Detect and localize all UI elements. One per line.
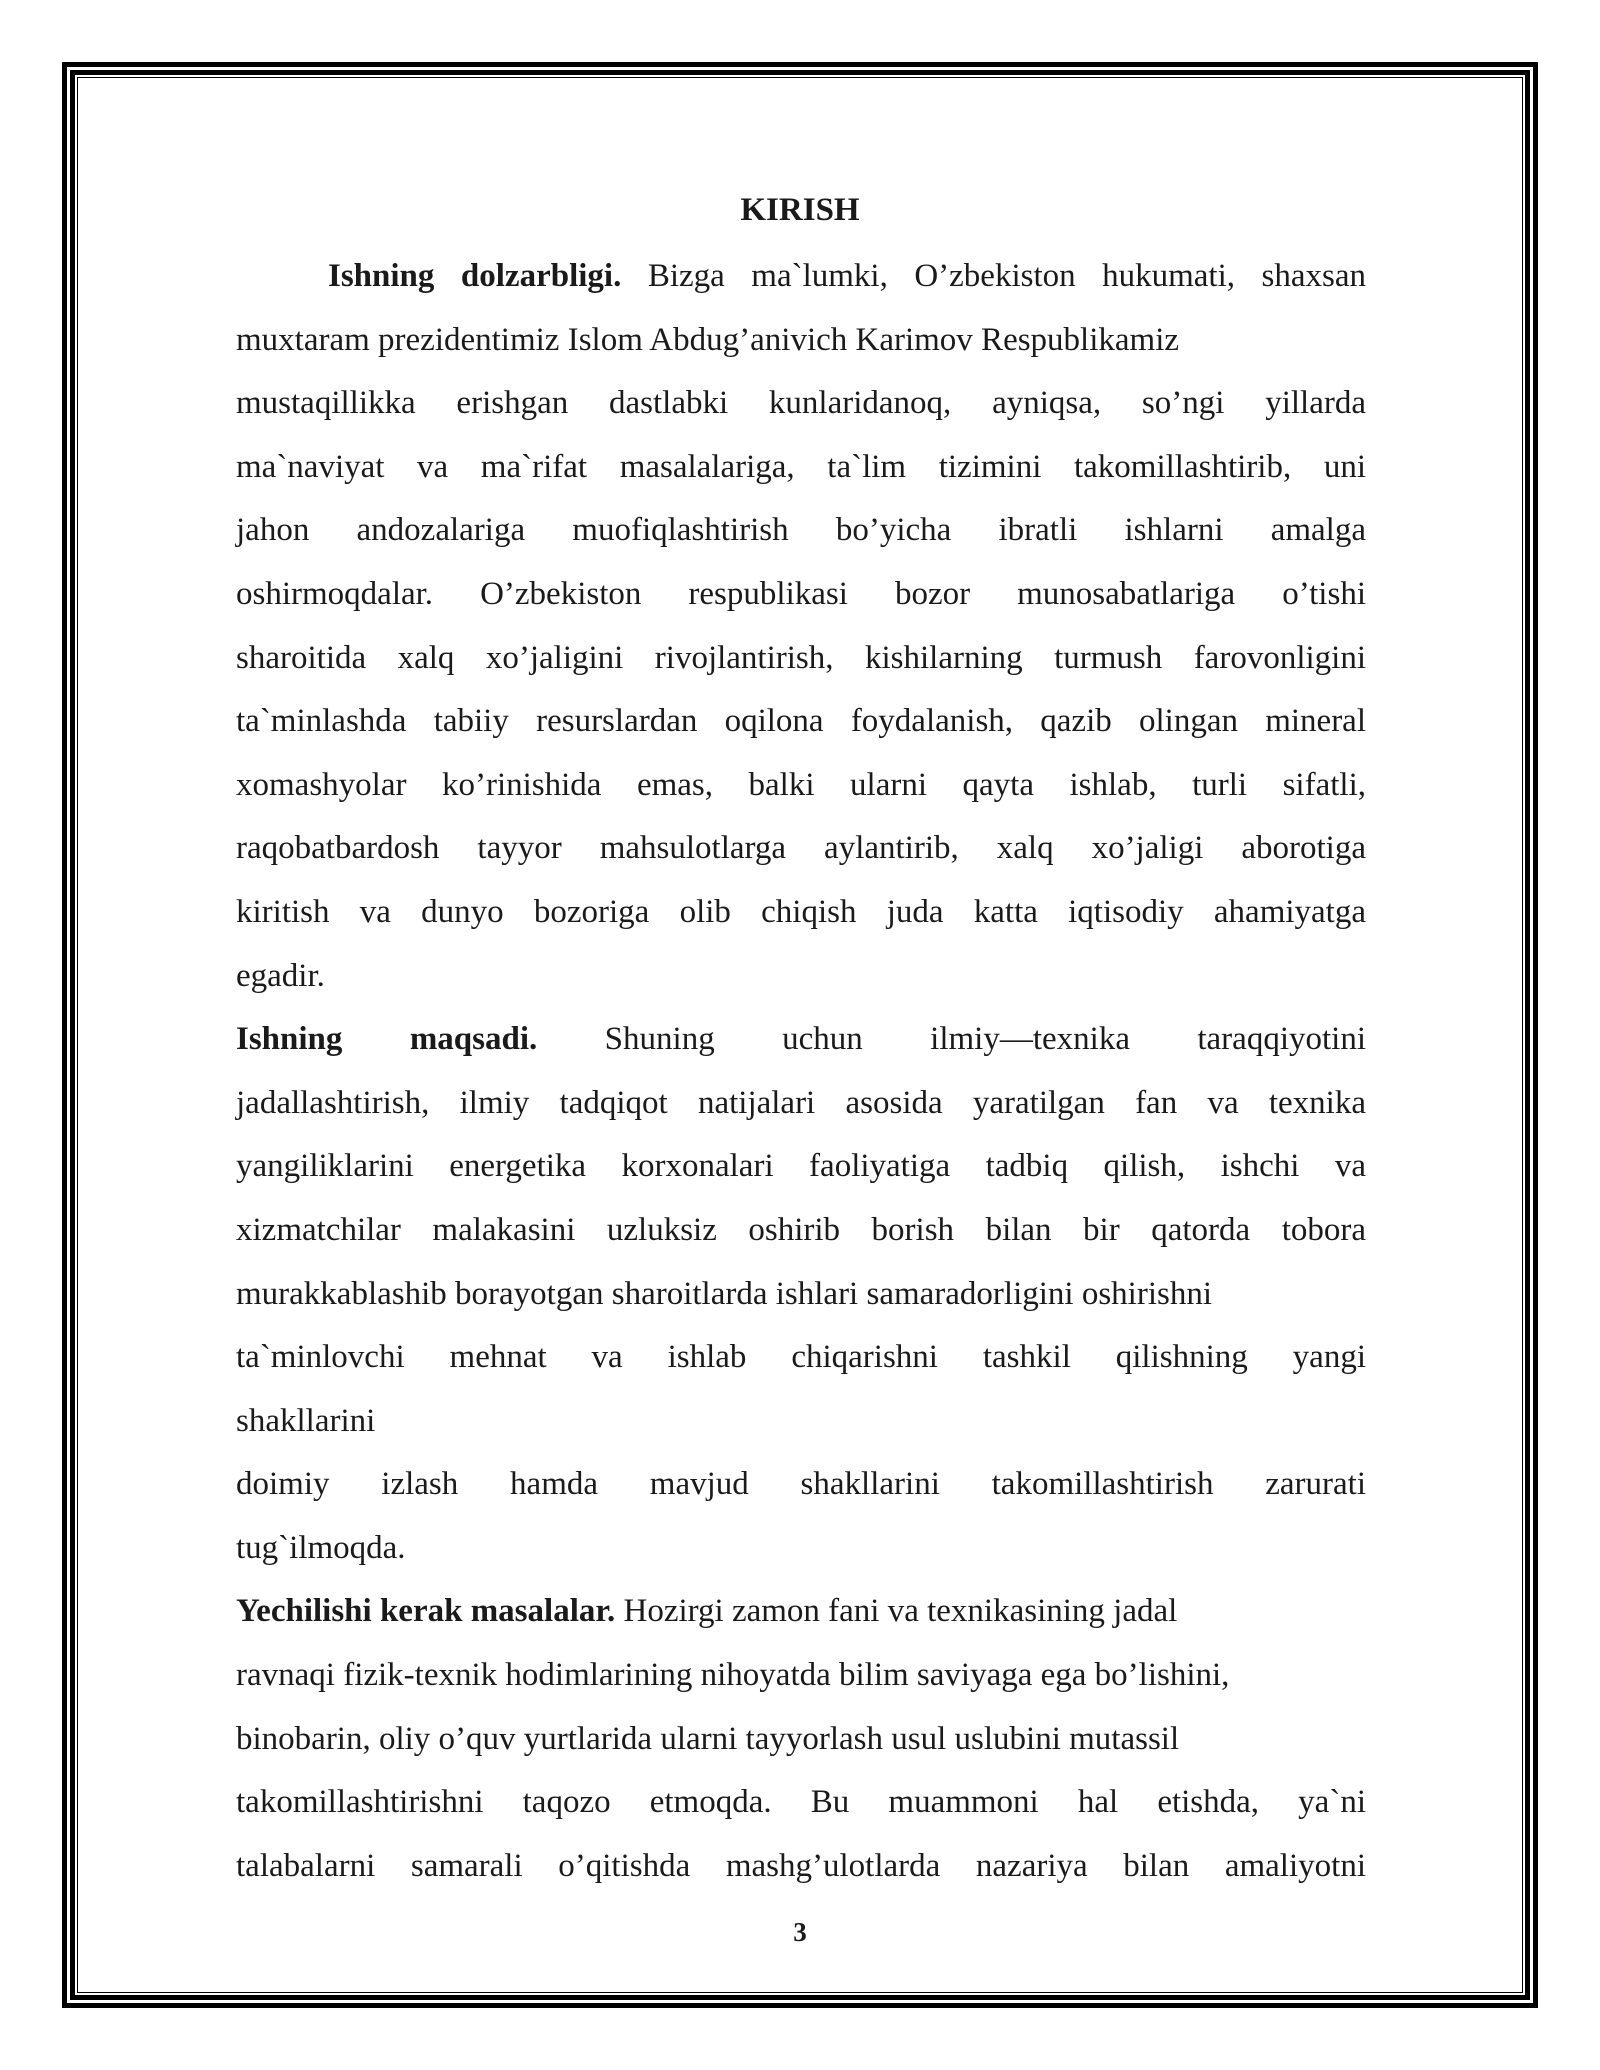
- paragraph-line: oshirmoqdalar. O’zbekiston respublikasi bozor munosabatlariga o’tishi: [236, 575, 1366, 612]
- paragraph-line: murakkablashib borayotgan sharoitlarda ishlari samaradorligini oshirishni: [236, 1275, 1213, 1312]
- page-title: KIRISH: [740, 192, 860, 228]
- paragraph-line: takomillashtirishni taqozo etmoqda. Bu muammoni hal etishda, ya`ni: [236, 1784, 1366, 1821]
- paragraph-line: ravnaqi fizik-texnik hodimlarining nihoyatda bilim saviyaga ega bo’lishini,: [236, 1657, 1230, 1694]
- paragraph-line: shakllarini: [236, 1402, 376, 1439]
- line-text: Bizga ma`lumki, O’zbekiston hukumati, shaxsan: [621, 258, 1366, 294]
- paragraph-line: ma`naviyat va ma`rifat masalalariga, ta`lim tizimini takomillashtirib, uni: [236, 448, 1366, 485]
- paragraph-line: tug`ilmoqda.: [236, 1529, 406, 1566]
- paragraph-line: [236, 245, 1366, 309]
- paragraph-line: mustaqillikka erishgan dastlabki kunlaridanoq, ayniqsa, so’ngi yillarda: [236, 385, 1366, 422]
- paragraph-line: doimiy izlash hamda mavjud shakllarini takomillashtirish zarurati: [236, 1466, 1366, 1503]
- paragraph-line: jahon andozalariga muofiqlashtirish bo’yicha ibratli ishlarni amalga: [236, 512, 1366, 549]
- line-text: Shuning uchun ilmiy—texnika taraqqiyotini: [537, 1021, 1366, 1058]
- paragraph-line: egadir.: [236, 957, 325, 994]
- line-text: Hozirgi zamon fani va texnikasining jadal: [615, 1593, 1178, 1630]
- paragraph-line: yangiliklarini energetika korxonalari faoliyatiga tadbiq qilish, ishchi va: [236, 1148, 1366, 1185]
- paragraph-line: ta`minlovchi mehnat va ishlab chiqarishni tashkil qilishning yangi: [236, 1339, 1366, 1376]
- paragraph-heading: Yechilishi kerak masalalar.: [236, 1593, 616, 1630]
- paragraph-line: sharoitida xalq xo’jaligini rivojlantirish, kishilarning turmush farovonligini: [236, 639, 1366, 676]
- paragraph-line: xizmatchilar malakasini uzluksiz oshirib borish bilan bir qatorda tobora: [236, 1211, 1366, 1248]
- paragraph-line: xomashyolar ko’rinishida emas, balki ularni qayta ishlab, turli sifatli,: [236, 766, 1366, 803]
- paragraph-line: kiritish va dunyo bozoriga olib chiqish juda katta iqtisodiy ahamiyatga: [236, 893, 1366, 930]
- paragraph-line: [236, 1008, 1366, 1072]
- paragraph-line: ta`minlashda tabiiy resurslardan oqilona foydalanish, qazib olingan mineral: [236, 703, 1366, 740]
- document-body: [236, 245, 1366, 1898]
- paragraph-heading: Ishning dolzarbligi.: [328, 258, 622, 294]
- paragraph-heading: Ishning maqsadi.: [236, 1021, 538, 1058]
- paragraph-line: binobarin, oliy o’quv yurtlarida ularni tayyorlash usul uslubini mutassil: [236, 1720, 1180, 1757]
- paragraph-line: muxtaram prezidentimiz Islom Abdug’anivich Karimov Respublikamiz: [236, 321, 1180, 358]
- paragraph-line: talabalarni samarali o’qitishda mashg’ulotlarda nazariya bilan amaliyotni: [236, 1847, 1366, 1884]
- paragraph-line: raqobatbardosh tayyor mahsulotlarga aylantirib, xalq xo’jaligi aborotiga: [236, 830, 1366, 867]
- paragraph-line: jadallashtirish, ilmiy tadqiqot natijalari asosida yaratilgan fan va texnika: [236, 1084, 1366, 1121]
- page-number: 3: [793, 1917, 807, 1947]
- paragraph-line: [236, 1580, 1366, 1644]
